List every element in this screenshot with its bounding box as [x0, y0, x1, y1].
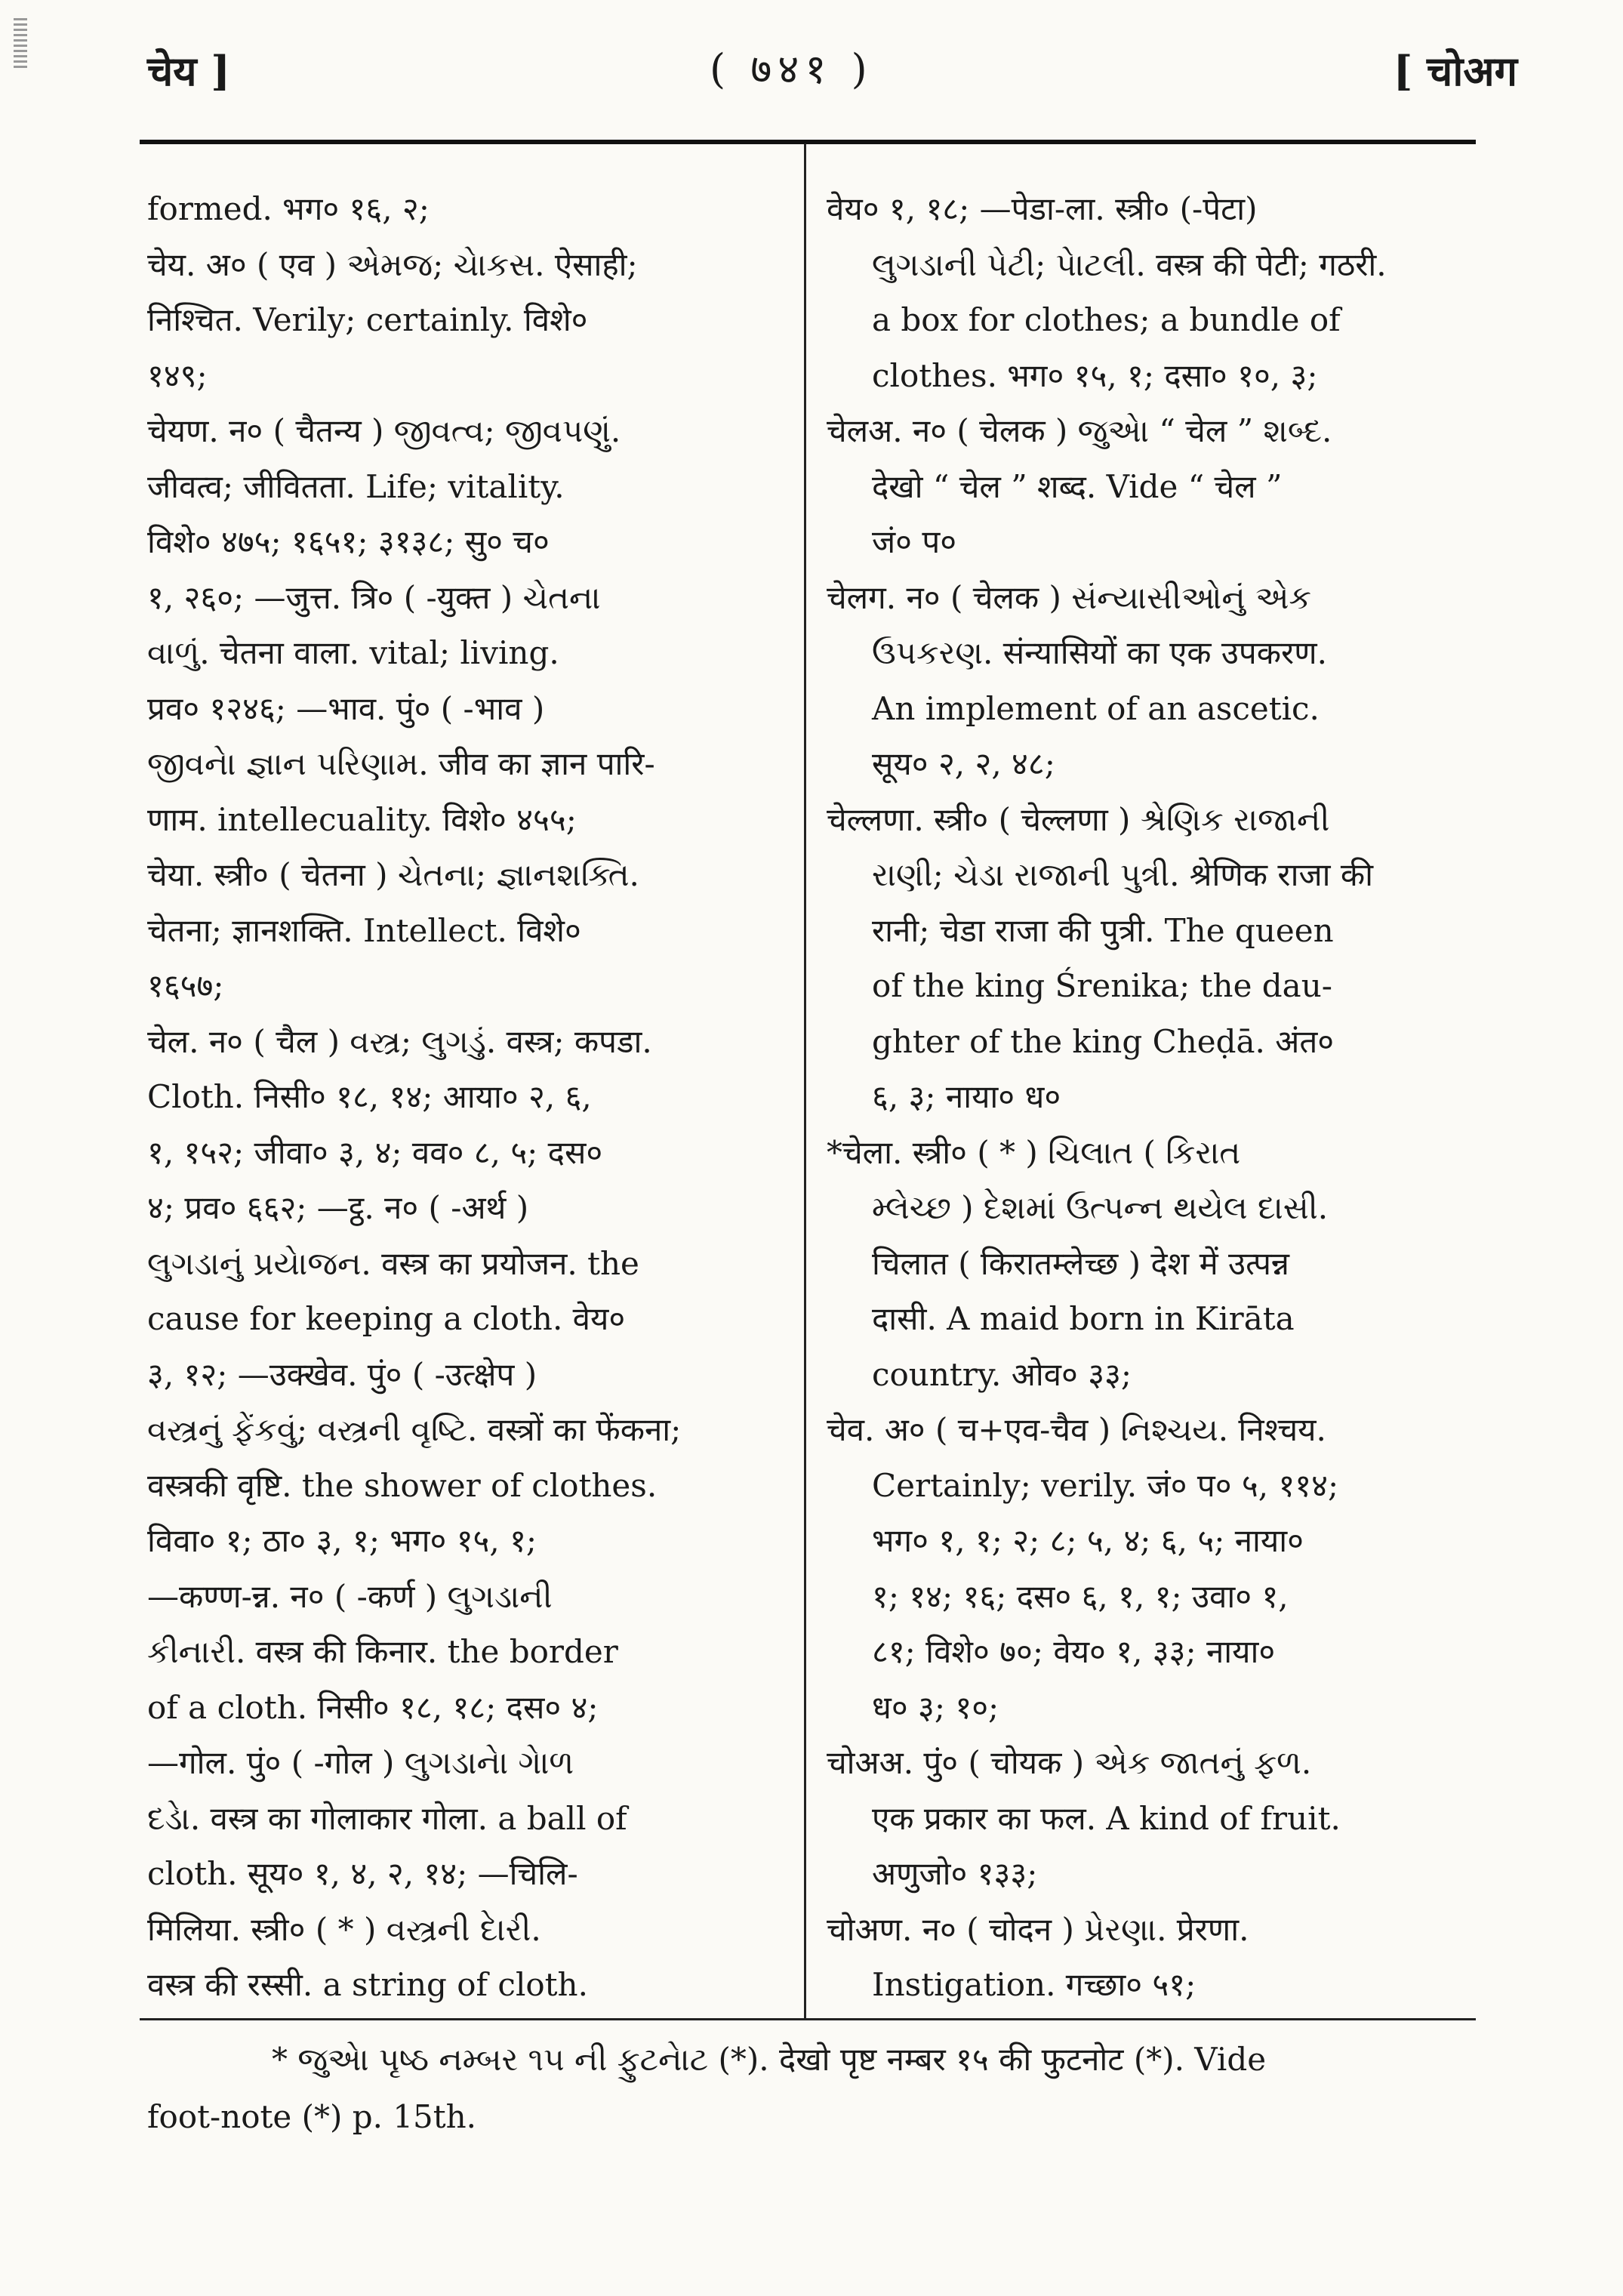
- left-line: કીનારી. वस्त्र की किनार. the border: [147, 1633, 618, 1670]
- entry-line: चोअण. न० ( चोदन ) પ્રેરણા. प्रेरणा.: [827, 1910, 1249, 1948]
- left-line: चेया. स्त्री० ( चेतना ) ચેતના; જ્ઞાનશક્તિ.: [147, 856, 639, 893]
- footnote-rule: [140, 2018, 1476, 2020]
- dictionary-entry: [827, 1402, 1476, 1735]
- footnote: [147, 2031, 1476, 2146]
- entry-line: चेव. अ० ( च+एव-चैव ) નિશ્ચય. निश्चय.: [827, 1411, 1326, 1448]
- entry-line: चोअअ. पुं० ( चोयक ) એક જાતનું ફળ.: [827, 1744, 1312, 1781]
- left-line: formed. भग० १६, २;: [147, 190, 430, 227]
- dictionary-entry: [827, 570, 1476, 792]
- dictionary-entry: [827, 403, 1476, 570]
- entry-line: clothes. भग० १५, १; दसा० १०, ३;: [872, 356, 1318, 394]
- entry-line: ६, ३; नाया० ध०: [872, 1078, 1061, 1115]
- entry-line: जं० प०: [872, 523, 957, 560]
- left-line: विशे० ४७५; १६५१; ३१३८; सु० च०: [147, 523, 550, 560]
- entry-line: वेय० १, १८; —पेडा-ला. स्त्री० (-पेटा): [827, 190, 1258, 227]
- left-line: १४९;: [147, 356, 208, 394]
- entry-line: રાણી; ચેડા રાજાની પુત્રી. श्रेणिक राजा की: [872, 856, 1373, 893]
- entry-line: country. ओव० ३३;: [872, 1355, 1132, 1393]
- entry-line: एक प्रकार का फल. A kind of fruit.: [872, 1799, 1341, 1837]
- left-line: ४; प्रव० ६६२; —ट्ठ. न० ( -अर्थ ): [147, 1189, 529, 1226]
- entry-line: १; १४; १६; दस० ६, १, १; उवा० १,: [872, 1577, 1289, 1615]
- entry-line: *चेला. स्त्री० ( * ) ચિલાત ( કિરાત: [827, 1133, 1241, 1171]
- footnote-line: * જુએા પૃષ્ઠ નમ્બર ૧૫ ની ફુટનેાટ (*). देखो पृष्ट नम्बर १५ की फुटनोट (*). Vide: [272, 2041, 1267, 2078]
- entry-line: લુગડાની પેટી; પેાટલી. वस्त्र की पेटी; गठरी.: [872, 245, 1387, 283]
- entry-line: भग० १, १; २; ८; ५, ४; ६, ५; नाया०: [872, 1522, 1304, 1559]
- left-line: १, २६०; —जुत्त. त्रि० ( -युक्त ) ચેતના: [147, 578, 601, 616]
- entry-line: चेलअ. न० ( चेलक ) જુએા “ चेल ” શબ્દ.: [827, 412, 1332, 449]
- dictionary-entry: [827, 792, 1476, 1125]
- entry-line: a box for clothes; a bundle of: [872, 301, 1341, 338]
- left-line: चेल. न० ( चैल ) વસ્ત્ર; લુગડું. वस्त्र; कपडा.: [147, 1022, 652, 1060]
- dictionary-entry: [827, 1125, 1476, 1403]
- entry-line: चेलग. न० ( चेलक ) સંન્યાસીઓનું એક: [827, 578, 1312, 616]
- entry-line: ghter of the king Cheḍā. अंत०: [872, 1022, 1335, 1060]
- left-line: वस्त्र की रस्सी. a string of cloth.: [147, 1966, 588, 2003]
- left-line: વાળું. चेतना वाला. vital; living.: [147, 634, 559, 671]
- page-number: ( ७४१ ): [710, 45, 873, 93]
- entry-line: अणुजो० १३३;: [872, 1855, 1038, 1892]
- dictionary-entry: [827, 181, 1476, 403]
- entry-line: ८१; विशे० ७०; वेय० १, ३३; नाया०: [872, 1633, 1276, 1670]
- dictionary-entry: [827, 1735, 1476, 1902]
- entry-line: ध० ३; १०;: [872, 1688, 999, 1726]
- left-line: मिलिया. स्त्री० ( * ) વસ્ત્રની દેારી.: [147, 1910, 541, 1948]
- entry-line: મ્લેચ્છ ) દેશમાં ઉત્પન્ન થયેલ દાસી.: [872, 1189, 1329, 1226]
- entry-line: रानी; चेडा राजा की पुत्री. The queen: [872, 911, 1334, 949]
- left-line: વસ્ત્રનું ફેંકવું; વસ્ત્રની વૃષ્ટિ. वस्त्रों का फेंकना;: [147, 1411, 682, 1448]
- entry-line: ઉપકરણ. संन्यासियों का एक उपकरण.: [872, 634, 1327, 671]
- entry-line: An implement of an ascetic.: [872, 689, 1320, 727]
- entry-line: चेल्लणा. स्त्री० ( चेल्लणा ) શ્રેણિક રાજાની: [827, 800, 1330, 838]
- left-line: १६५७;: [147, 967, 224, 1004]
- left-line: चेयण. न० ( चैतन्य ) જીવત્વ; જીવપણું.: [147, 412, 621, 449]
- entry-line: Certainly; verily. जं० प० ५, ११४;: [872, 1466, 1339, 1504]
- left-line: विवा० १; ठा० ३, १; भग० १५, १;: [147, 1522, 537, 1559]
- left-line: Cloth. निसी० १८, १४; आया० २, ६,: [147, 1078, 592, 1115]
- left-column: [147, 181, 781, 2013]
- left-line: of a cloth. निसी० १८, १८; दस० ४;: [147, 1688, 599, 1726]
- left-line: —गोल. पुं० ( -गोल ) લુગડાનેા ગેાળ: [147, 1744, 574, 1781]
- entry-line: Instigation. गच्छा० ५१;: [872, 1966, 1196, 2003]
- entry-line: of the king Śrenika; the dau-: [872, 967, 1332, 1004]
- footnote-line: foot-note (*) p. 15th.: [147, 2098, 477, 2135]
- left-line: चेतना; ज्ञानशक्ति. Intellect. विशे०: [147, 911, 581, 949]
- left-line: ३, १२; —उक्खेव. पुं० ( -उत्क्षेप ): [147, 1355, 537, 1393]
- header-left-guideword: चेय ]: [147, 47, 230, 95]
- left-line: લુગડાનું પ્રયેાજન. वस्त्र का प्रयोजन. the: [147, 1244, 639, 1282]
- scan-artifact: [14, 15, 27, 68]
- left-line: जीवत्व; जीवितता. Life; vitality.: [147, 467, 565, 505]
- left-line: वस्त्रकी वृष्टि. the shower of clothes.: [147, 1466, 658, 1504]
- header-rule: [140, 140, 1476, 144]
- left-line: cause for keeping a cloth. वेय०: [147, 1300, 626, 1337]
- left-line: —कण्ण-न्न. न० ( -कर्ण ) લુગડાની: [147, 1577, 553, 1615]
- left-line: निश्चित. Verily; certainly. विशे०: [147, 301, 588, 338]
- entry-line: चिलात ( किरातम्लेच्छ ) देश में उत्पन्न: [872, 1244, 1289, 1282]
- left-line: જીવનેા જ્ઞાન પરિણામ. जीव का ज्ञान पारि-: [147, 745, 655, 782]
- left-line: चेय. अ० ( एव ) એમજ; ચેાકસ. ऐसाही;: [147, 245, 638, 283]
- entry-line: देखो “ चेल ” शब्द. Vide “ चेल ”: [872, 467, 1283, 505]
- left-line: णाम. intellecuality. विशे० ४५५;: [147, 800, 577, 838]
- column-divider: [804, 143, 806, 2020]
- left-line: प्रव० १२४६; —भाव. पुं० ( -भाव ): [147, 689, 545, 727]
- right-column: [827, 181, 1476, 2013]
- dictionary-entry: [827, 1902, 1476, 2013]
- entry-line: दासी. A maid born in Kirāta: [872, 1300, 1295, 1337]
- left-line: cloth. सूय० १, ४, २, १४; —चिलि-: [147, 1855, 578, 1892]
- header-right-guideword: [ चोअग: [1393, 47, 1517, 95]
- entry-line: सूय० २, २, ४८;: [872, 745, 1055, 782]
- left-line: १, १५२; जीवा० ३, ४; वव० ८, ५; दस०: [147, 1133, 603, 1171]
- left-line: દડેા. वस्त्र का गोलाकार गोला. a ball of: [147, 1799, 627, 1837]
